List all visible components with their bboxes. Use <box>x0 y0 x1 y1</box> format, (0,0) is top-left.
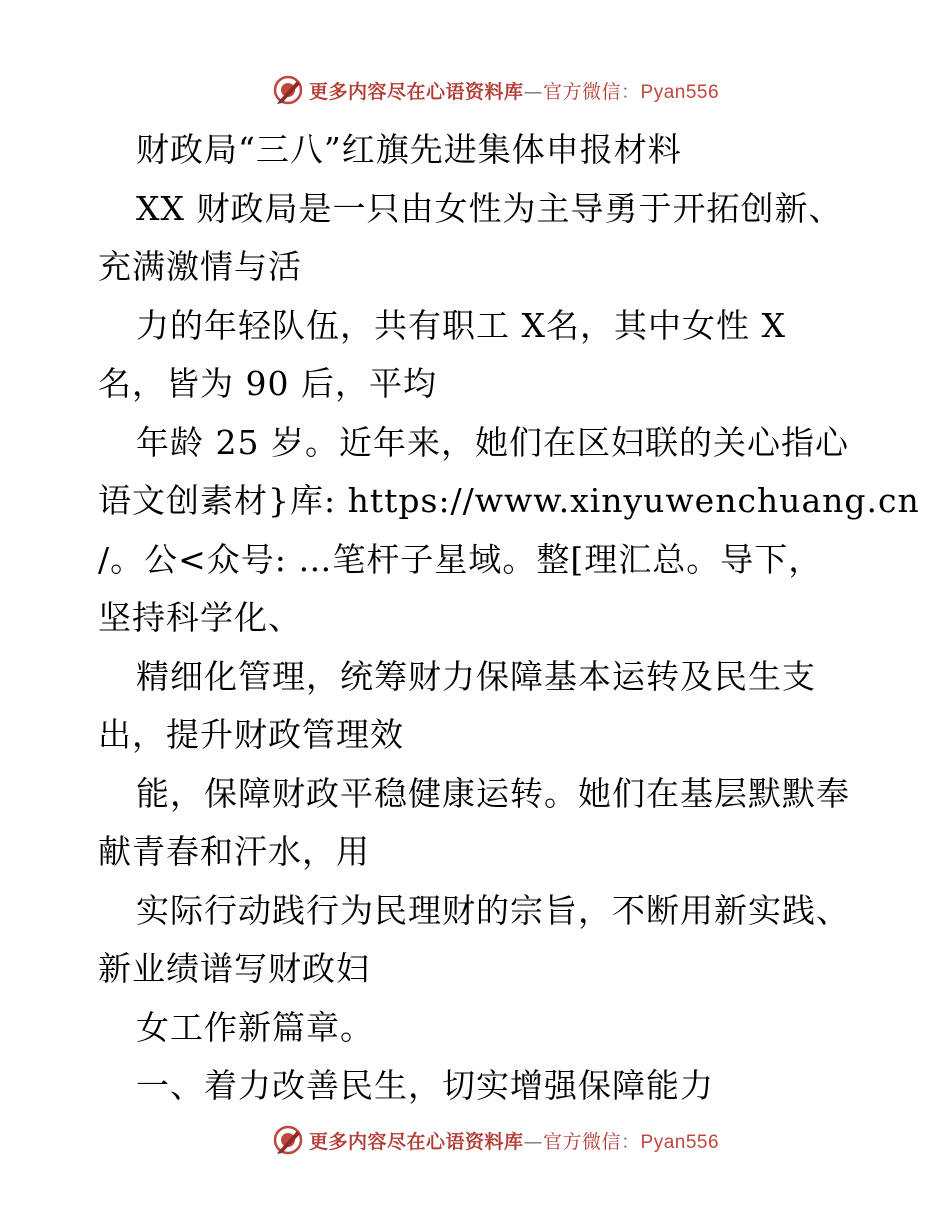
section-heading: 一、着力改善民生，切实增强保障能力 <box>136 1066 714 1105</box>
paragraph-line: 精细化管理，统筹财力保障基本运转及民生支 <box>136 657 816 696</box>
pen-logo-icon <box>271 1123 305 1157</box>
paragraph-line: 女工作新篇章。 <box>136 1008 374 1047</box>
paragraph-line: 献青春和汗水，用 <box>98 832 370 871</box>
paragraph-line: 年龄 25 岁。近年来，她们在区妇联的关心指心 <box>136 423 849 462</box>
banner-inner <box>271 73 719 107</box>
paragraph-line: 充满激情与活 <box>98 247 302 286</box>
banner-wechat-label: 官方微信 <box>542 80 621 103</box>
header-banner <box>0 70 950 110</box>
banner-wechat-label: 官方微信 <box>542 1130 621 1153</box>
paragraph-line: 实际行动践行为民理财的宗旨，不断用新实践、 <box>136 891 850 930</box>
banner-text <box>309 1127 719 1154</box>
banner-colon: ： <box>621 1130 641 1153</box>
pen-logo-icon <box>271 73 305 107</box>
watermark-line: /。公<众号: …笔杆子星域。整[理汇总。导下， <box>98 540 823 579</box>
paragraph-line: 新业绩谱写财政妇 <box>98 949 370 988</box>
banner-dash: — <box>523 1130 543 1153</box>
banner-main-text: 更多内容尽在心语资料库 <box>308 1130 524 1153</box>
paragraph-line: 名，皆为 90 后，平均 <box>98 364 437 403</box>
banner-text <box>309 77 719 104</box>
paragraph-line: 力的年轻队伍，共有职工 X名，其中女性 X <box>136 306 786 345</box>
document-title: 财政局“三八”红旗先进集体申报材料 <box>136 130 682 169</box>
paragraph-line: 能，保障财政平稳健康运转。她们在基层默默奉 <box>136 774 850 813</box>
paragraph-line: 坚持科学化、 <box>98 598 302 637</box>
paragraph-line: 出，提升财政管理效 <box>98 715 404 754</box>
footer-banner <box>0 1120 950 1160</box>
banner-wechat-id: Pyan556 <box>640 81 720 103</box>
banner-wechat-id: Pyan556 <box>640 1131 720 1153</box>
banner-main-text: 更多内容尽在心语资料库 <box>308 80 524 103</box>
banner-dash: — <box>523 80 543 103</box>
banner-inner <box>271 1123 719 1157</box>
watermark-line: 语文创素材}库: https://www.xinyuwenchuang.cn <box>98 481 920 520</box>
paragraph-line: XX 财政局是一只由女性为主导勇于开拓创新、 <box>136 189 843 228</box>
banner-colon: ： <box>621 80 641 103</box>
